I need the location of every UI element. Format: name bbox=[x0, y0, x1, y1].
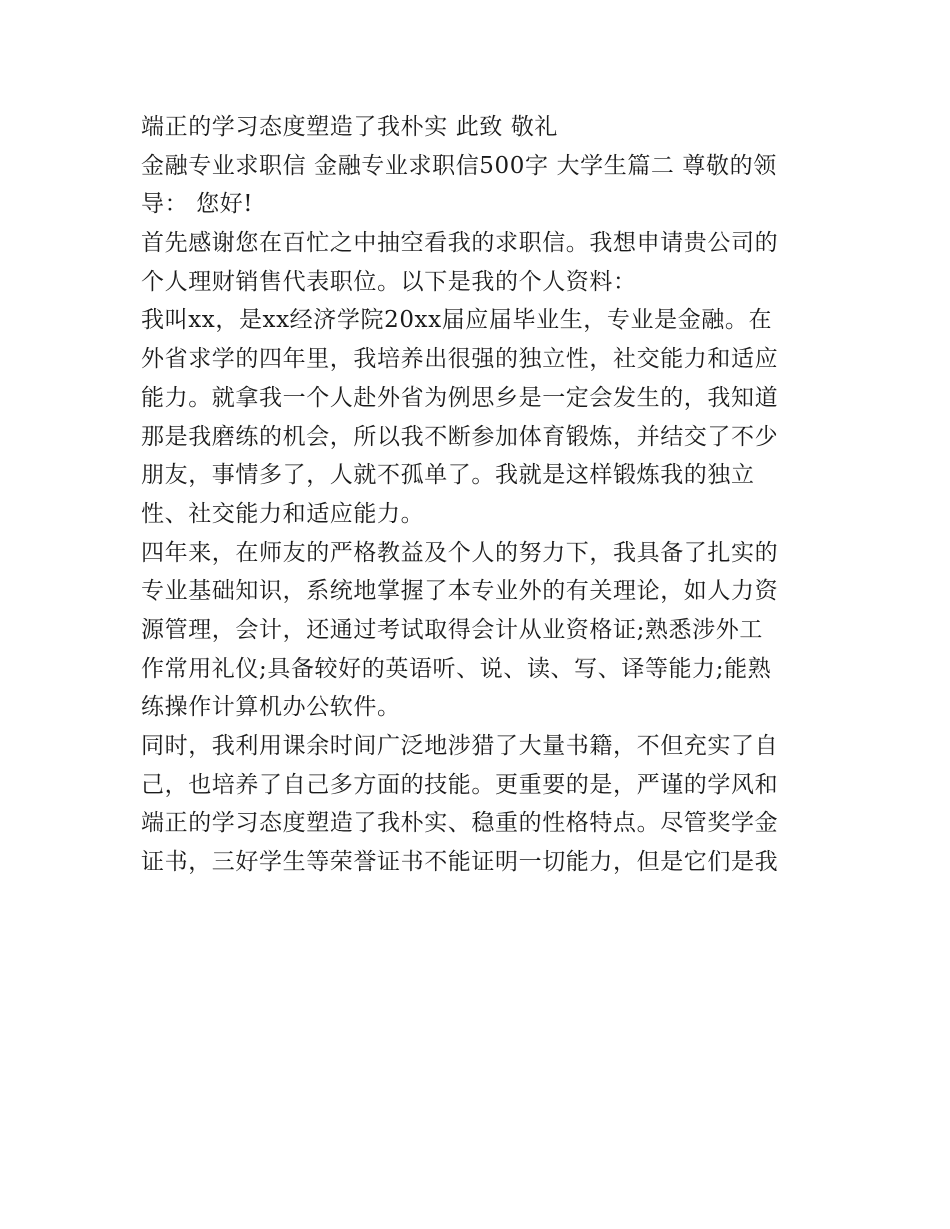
text-line: 作常用礼仪;具备较好的英语听、说、读、写、译等能力;能熟 bbox=[141, 655, 772, 682]
text-line: 首先感谢您在百忙之中抽空看我的求职信。我想申请贵公司的 bbox=[141, 230, 779, 257]
text-line: 己，也培养了自己多方面的技能。更重要的是，严谨的学风和 bbox=[141, 771, 779, 798]
text-line: 能力。就拿我一个人赴外省为例思乡是一定会发生的，我知道 bbox=[141, 384, 779, 411]
text-line: 那是我磨练的机会，所以我不断参加体育锻炼，并结交了不少 bbox=[141, 423, 779, 450]
text-line: 四年来，在师友的严格教益及个人的努力下，我具备了扎实的 bbox=[141, 539, 779, 566]
text-line: 金融专业求职信 金融专业求职信500字 大学生篇二 尊敬的领 bbox=[141, 152, 777, 179]
text-line: 源管理，会计，还通过考试取得会计从业资格证;熟悉涉外工 bbox=[141, 616, 763, 643]
text-line: 端正的学习态度塑造了我朴实、稳重的性格特点。尽管奖学金 bbox=[141, 810, 779, 837]
text-line: 个人理财销售代表职位。以下是我的个人资料： bbox=[141, 268, 637, 295]
text-line: 朋友，事情多了，人就不孤单了。我就是这样锻炼我的独立 bbox=[141, 462, 755, 489]
text-line: 证书，三好学生等荣誉证书不能证明一切能力，但是它们是我 bbox=[141, 849, 779, 876]
text-line: 导： 您好! bbox=[141, 191, 254, 218]
text-line: 性、社交能力和适应能力。 bbox=[141, 500, 425, 527]
text-line: 专业基础知识，系统地掌握了本专业外的有关理论，如人力资 bbox=[141, 578, 779, 605]
document-body bbox=[141, 108, 816, 882]
text-line: 练操作计算机办公软件。 bbox=[141, 694, 401, 721]
text-line: 端正的学习态度塑造了我朴实 此致 敬礼 bbox=[141, 114, 559, 140]
text-line: 同时，我利用课余时间广泛地涉猎了大量书籍，不但充实了自 bbox=[141, 733, 779, 759]
text-line: 外省求学的四年里，我培养出很强的独立性，社交能力和适应 bbox=[141, 346, 779, 373]
text-line: 我叫xx，是xx经济学院20xx届应届毕业生，专业是金融。在 bbox=[141, 307, 773, 334]
